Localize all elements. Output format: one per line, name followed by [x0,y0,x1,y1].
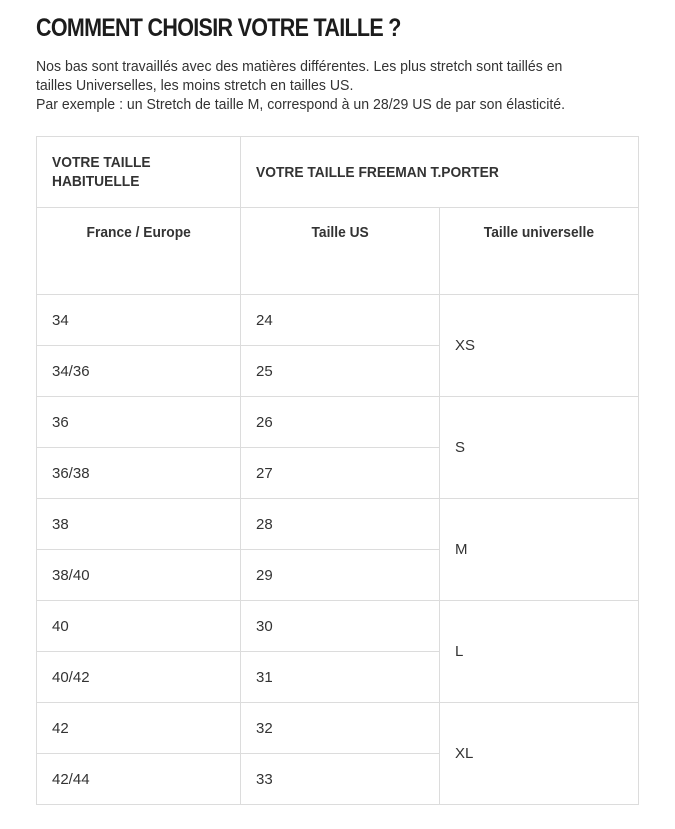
header-usual-size-line1: VOTRE TAILLE [52,154,151,171]
table-row [37,499,639,550]
header-freeman-size-label: VOTRE TAILLE FREEMAN T.PORTER [256,163,499,181]
size-chart-table [36,136,639,805]
table-column-header-row [37,208,639,295]
cell-taille-universelle: L [440,601,639,703]
cell-france-europe: 38/40 [37,550,241,601]
cell-taille-universelle: XL [440,703,639,805]
col-header-taille-universelle [440,208,639,295]
cell-france-europe: 38 [37,499,241,550]
col-header-france-europe [37,208,241,295]
cell-taille-universelle: S [440,397,639,499]
cell-france-europe: 42 [37,703,241,754]
cell-france-europe: 36/38 [37,448,241,499]
col-header-label: Taille universelle [483,224,595,241]
cell-taille-universelle: XS [440,295,639,397]
cell-taille-us: 33 [241,754,440,805]
cell-taille-us: 28 [241,499,440,550]
cell-taille-us: 29 [241,550,440,601]
table-row [37,397,639,448]
intro-text [36,57,656,114]
cell-taille-us: 31 [241,652,440,703]
col-header-label: Taille US [311,224,369,241]
table-row [37,295,639,346]
page-title: COMMENT CHOISIR VOTRE TAILLE ? [36,14,401,42]
col-header-label: France / Europe [86,224,191,241]
cell-taille-us: 30 [241,601,440,652]
header-usual-size-line2: HABITUELLE [52,173,140,190]
cell-france-europe: 34 [37,295,241,346]
table-row [37,601,639,652]
cell-taille-us: 27 [241,448,440,499]
col-header-taille-us [241,208,440,295]
cell-france-europe: 42/44 [37,754,241,805]
cell-taille-us: 26 [241,397,440,448]
cell-taille-us: 24 [241,295,440,346]
table-header-row [37,137,639,208]
cell-france-europe: 36 [37,397,241,448]
cell-taille-us: 32 [241,703,440,754]
intro-line: Nos bas sont travaillés avec des matières différentes. Les plus stretch sont taillés en [36,58,563,75]
intro-line: Par exemple : un Stretch de taille M, correspond à un 28/29 US de par son élasticité. [36,96,566,113]
cell-taille-universelle: M [440,499,639,601]
cell-taille-us: 25 [241,346,440,397]
cell-france-europe: 34/36 [37,346,241,397]
intro-line: tailles Universelles, les moins stretch en tailles US. [36,77,354,94]
cell-france-europe: 40 [37,601,241,652]
header-freeman-size [241,137,639,208]
header-usual-size [37,137,241,208]
cell-france-europe: 40/42 [37,652,241,703]
table-row [37,703,639,754]
